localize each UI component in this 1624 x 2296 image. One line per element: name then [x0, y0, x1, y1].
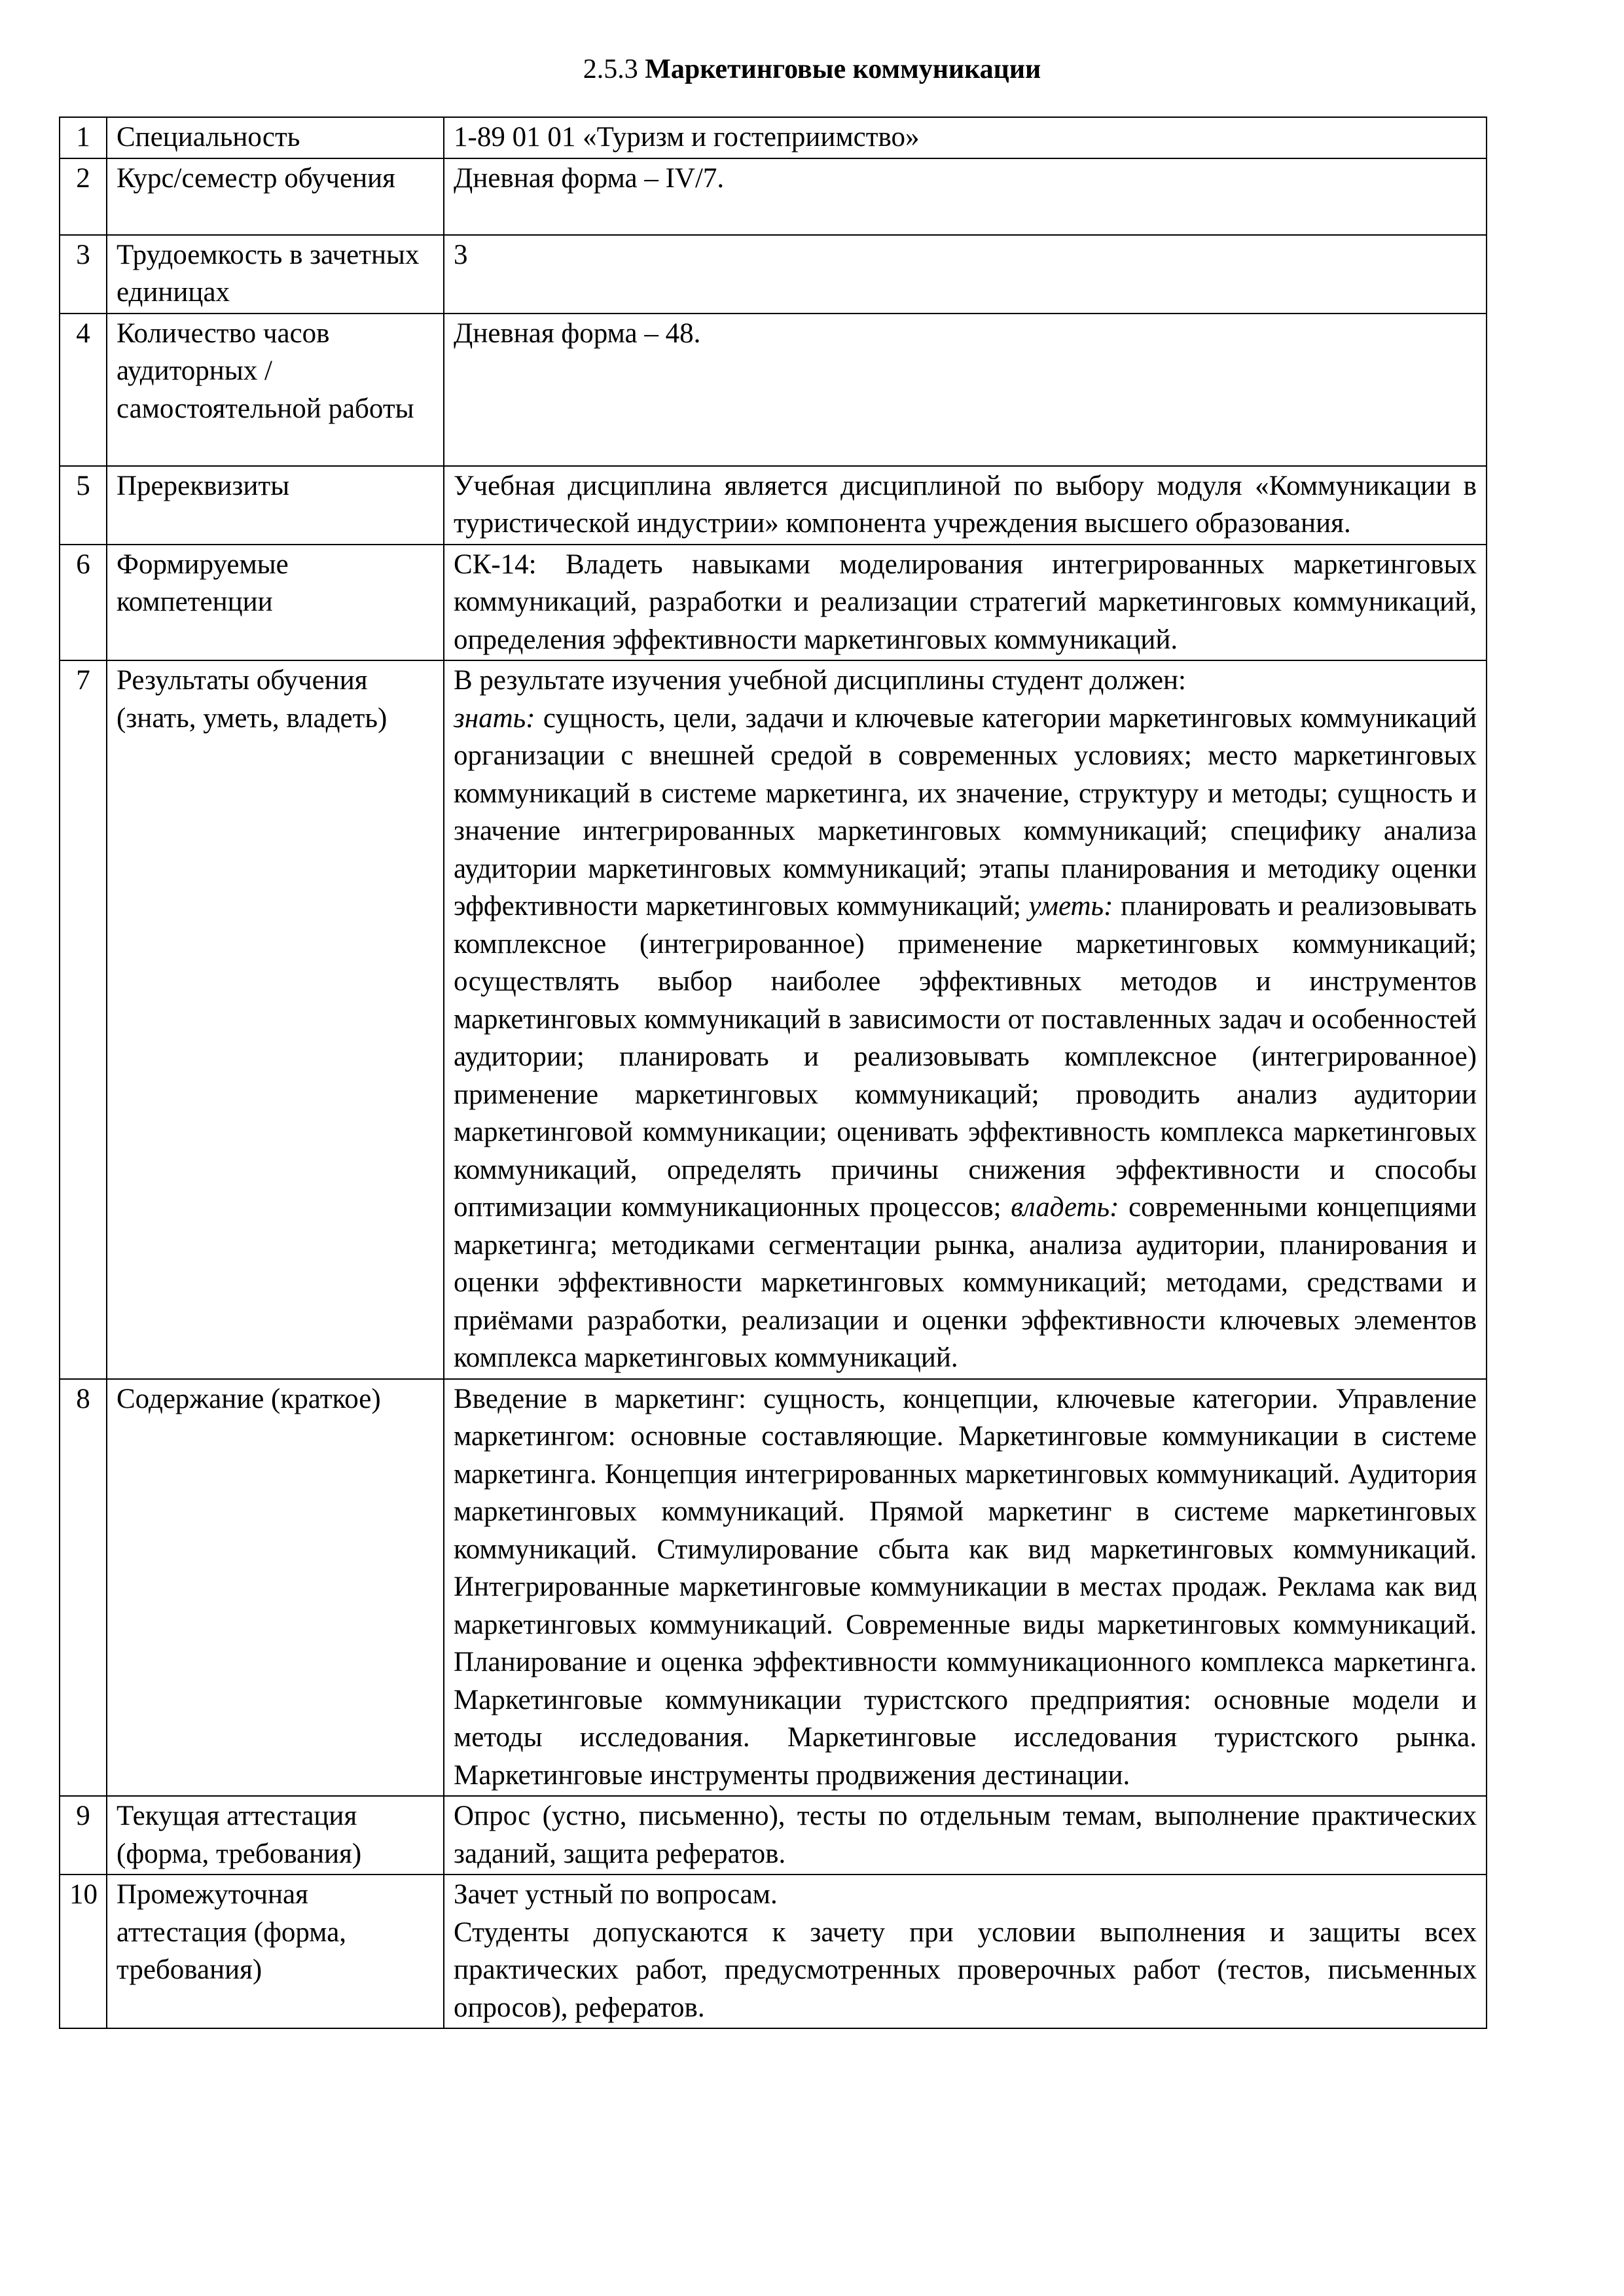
row-label: Специальность	[107, 117, 444, 158]
row-number: 9	[60, 1796, 107, 1874]
row-value: 3	[444, 235, 1487, 314]
final-assessment-form: Зачет устный по вопросам.	[454, 1879, 778, 1910]
row-value: Опрос (устно, письменно), тесты по отдельным темам, выполнение практических заданий, защита рефератов.	[444, 1796, 1487, 1874]
row-number: 1	[60, 117, 107, 158]
row-label: Количество часов аудиторных / самостоятельной работы	[107, 314, 444, 466]
row-label: Текущая аттестация (форма, требования)	[107, 1796, 444, 1874]
row-number: 5	[60, 466, 107, 545]
row-label: Формируемые компетенции	[107, 545, 444, 661]
row-value: 1-89 01 01 «Туризм и гостеприимство»	[444, 117, 1487, 158]
row-number: 8	[60, 1379, 107, 1797]
row-value-learning-outcomes	[444, 660, 1487, 1379]
table-row	[60, 466, 1487, 545]
row-number: 10	[60, 1874, 107, 2028]
row-label: Содержание (краткое)	[107, 1379, 444, 1797]
row-label: Промежуточная аттестация (форма, требования)	[107, 1874, 444, 2028]
own-label: владеть:	[1011, 1192, 1119, 1223]
final-assessment-requirements: Студенты допускаются к зачету при условии выполнения и защиты всех практических работ, предусмотренных проверочных работ (тестов, письменных опросов), рефератов.	[454, 1916, 1477, 2023]
row-value: СК-14: Владеть навыками моделирования интегрированных маркетинговых коммуникаций, разработки и реализации стратегий маркетинговых коммуникаций, определения эффективности маркетинговых коммуникаций.	[444, 545, 1487, 661]
own-text: современными концепциями маркетинга; методиками сегментации рынка, анализа аудитории, планирования и оценки эффективности маркетинговых коммуникаций; методами, средствами и приёмами разработки, реализации и оценки эффективности ключевых элементов комплекса маркетинговых коммуникаций.	[454, 1192, 1477, 1373]
section-title: Маркетинговые коммуникации	[645, 54, 1041, 84]
table-row	[60, 158, 1487, 235]
row-value: Введение в маркетинг: сущность, концепции, ключевые категории. Управление маркетингом: основные составляющие. Маркетинговые коммуникации в системе маркетинга. Концепция интегрированных маркетинговых коммуникаций. Аудитория маркетинговых коммуникаций. Прямой маркетинг в системе маркетинговых коммуникаций. Стимулирование сбыта как вид маркетинговых коммуникаций. Интегрированные маркетинговые коммуникации в местах продаж. Реклама как вид маркетинговых коммуникаций. Современные виды маркетинговых коммуникаций. Планирование и оценка эффективности коммуникационного комплекса маркетинга. Маркетинговые коммуникации туристского предприятия: основные модели и методы исследования. Маркетинговые исследования туристского рынка. Маркетинговые инструменты продвижения дестинации.	[444, 1379, 1487, 1797]
row-value: Дневная форма – IV/7.	[444, 158, 1487, 235]
row-value-final-assessment	[444, 1874, 1487, 2028]
row-value: Дневная форма – 48.	[444, 314, 1487, 466]
table-row	[60, 117, 1487, 158]
page-title	[0, 51, 1624, 88]
table-row	[60, 1379, 1487, 1797]
section-number: 2.5.3	[583, 54, 638, 84]
can-label: уметь:	[1028, 891, 1113, 922]
table-row	[60, 660, 1487, 1379]
learning-outcomes-intro: В результате изучения учебной дисциплины студент должен:	[454, 665, 1187, 696]
table-row	[60, 314, 1487, 466]
row-label: Пререквизиты	[107, 466, 444, 545]
table-row	[60, 1796, 1487, 1874]
row-label: Результаты обучения (знать, уметь, владеть)	[107, 660, 444, 1379]
table-row	[60, 545, 1487, 661]
can-text: планировать и реализовывать комплексное (интегрированное) применение маркетинговых коммуникаций; осуществлять выбор наиболее эффективных методов и инструментов маркетинговых коммуникаций в зависимости от поставленных задач и особенностей аудитории; планировать и реализовывать комплексное (интегрированное) применение маркетинговых коммуникаций; проводить анализ аудитории маркетинговой коммуникации; оценивать эффективность комплекса маркетинговых коммуникаций, определять причины снижения эффективности и способы оптимизации коммуникационных процессов;	[454, 891, 1477, 1223]
row-number: 7	[60, 660, 107, 1379]
row-number: 6	[60, 545, 107, 661]
row-label: Курс/семестр обучения	[107, 158, 444, 235]
table-row	[60, 235, 1487, 314]
discipline-card-table	[59, 117, 1487, 2029]
row-value: Учебная дисциплина является дисциплиной по выбору модуля «Коммуникации в туристической индустрии» компонента учреждения высшего образования.	[444, 466, 1487, 545]
know-text: сущность, цели, задачи и ключевые категории маркетинговых коммуникаций организации с внешней средой в современных условиях; место маркетинговых коммуникаций в системе маркетинга, их значение, структуру и методы; сущность и значение интегрированных маркетинговых коммуникаций; специфику анализа аудитории маркетинговых коммуникаций; этапы планирования и методику оценки эффективности маркетинговых коммуникаций;	[454, 702, 1477, 922]
row-number: 4	[60, 314, 107, 466]
row-label: Трудоемкость в зачетных единицах	[107, 235, 444, 314]
know-label: знать:	[454, 702, 535, 734]
row-number: 2	[60, 158, 107, 235]
row-number: 3	[60, 235, 107, 314]
table-row	[60, 1874, 1487, 2028]
